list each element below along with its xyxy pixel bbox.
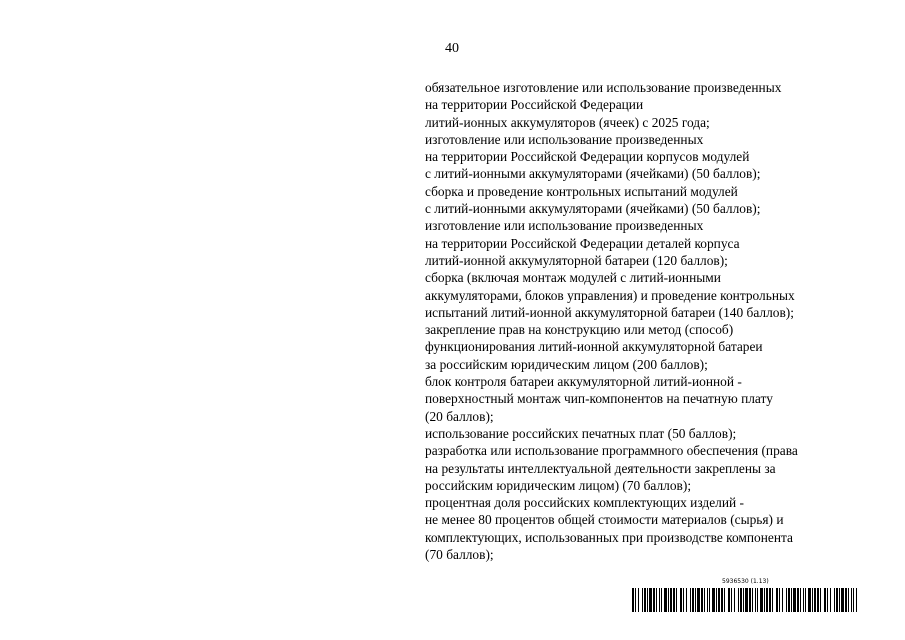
- text-line: (70 баллов);: [425, 547, 494, 563]
- text-line: комплектующих, использованных при производстве компонента: [425, 529, 793, 545]
- barcode-bar: [834, 588, 835, 612]
- barcode-bar: [853, 588, 854, 612]
- barcode-bar: [797, 588, 799, 612]
- barcode-bar: [856, 588, 857, 612]
- text-line: использование российских печатных плат (50 баллов);: [425, 425, 737, 441]
- text-line: (20 баллов);: [425, 408, 494, 424]
- text-line: не менее 80 процентов общей стоимости материалов (сырья) и: [425, 512, 784, 528]
- barcode-bar: [690, 588, 691, 612]
- barcode-bar: [731, 588, 732, 612]
- page-number: 40: [445, 41, 459, 56]
- barcode-bar: [649, 588, 652, 612]
- barcode-bar: [830, 588, 831, 612]
- barcode-bar: [824, 588, 826, 612]
- barcode-bar: [668, 588, 669, 612]
- barcode-bar: [820, 588, 821, 612]
- barcode-bar: [760, 588, 763, 612]
- barcode-bar: [791, 588, 792, 612]
- barcode-bar: [841, 588, 844, 612]
- barcode-bar: [740, 588, 742, 612]
- barcode-bar: [653, 588, 655, 612]
- barcode-bar: [738, 588, 739, 612]
- barcode-bar: [692, 588, 694, 612]
- barcode-bar: [788, 588, 790, 612]
- barcode-bar: [695, 588, 696, 612]
- text-line: с литий-ионными аккумуляторами (ячейками) (50 баллов);: [425, 201, 761, 217]
- barcode-bar: [697, 588, 700, 612]
- barcode-bar: [642, 588, 643, 612]
- text-line: на территории Российской Федерации корпусов модулей: [425, 149, 750, 165]
- barcode-bar: [632, 588, 634, 612]
- barcode-bar: [752, 588, 753, 612]
- barcode-bar: [755, 588, 756, 612]
- barcode-bar: [764, 588, 765, 612]
- barcode-bar: [808, 588, 811, 612]
- barcode-bar: [793, 588, 796, 612]
- barcode-bar: [718, 588, 720, 612]
- barcode-bar: [757, 588, 758, 612]
- barcode-bar: [721, 588, 723, 612]
- barcode-bar: [680, 588, 682, 612]
- barcode-bar: [749, 588, 751, 612]
- text-line: изготовление или использование произведенных: [425, 218, 704, 234]
- barcode-bar: [766, 588, 768, 612]
- text-line: разработка или использование программного обеспечения (права: [425, 443, 798, 459]
- text-line: с литий-ионными аккумуляторами (ячейками) (50 баллов);: [425, 166, 761, 182]
- barcode-bar: [817, 588, 819, 612]
- barcode-bar: [638, 588, 639, 612]
- text-line: литий-ионных аккумуляторов (ячеек) с 2025 года;: [425, 114, 710, 130]
- barcode-bar: [670, 588, 672, 612]
- text-line: закрепление прав на конструкцию или метод (способ): [425, 322, 734, 338]
- barcode-bar: [839, 588, 840, 612]
- barcode-bar: [683, 588, 684, 612]
- text-line: аккумуляторами, блоков управления) и проведение контрольных: [425, 287, 795, 303]
- barcode-bar: [724, 588, 725, 612]
- text-line: сборка (включая монтаж модулей с литий-ионными: [425, 270, 721, 286]
- barcode-caption: 5936530 (1.13): [722, 578, 769, 585]
- barcode-bar: [772, 588, 773, 612]
- body-text: [425, 79, 865, 563]
- barcode-bar: [664, 588, 667, 612]
- barcode-bar: [836, 588, 838, 612]
- text-line: блок контроля батареи аккумуляторной литий-ионной -: [425, 374, 742, 390]
- barcode-bar: [805, 588, 806, 612]
- text-line: сборка и проведение контрольных испытаний модулей: [425, 183, 738, 199]
- barcode-bar: [716, 588, 717, 612]
- barcode: [632, 588, 857, 612]
- text-line: за российским юридическим лицом (200 баллов);: [425, 356, 708, 372]
- barcode-bar: [782, 588, 783, 612]
- barcode-bar: [644, 588, 646, 612]
- text-line: процентная доля российских комплектующих изделий -: [425, 495, 744, 511]
- barcode-bar: [709, 588, 710, 612]
- barcode-bar: [800, 588, 801, 612]
- barcode-bar: [786, 588, 787, 612]
- barcode-bar: [851, 588, 852, 612]
- text-line: поверхностный монтаж чип-компонентов на печатную плату: [425, 391, 773, 407]
- barcode-bar: [779, 588, 780, 612]
- barcode-bar: [704, 588, 705, 612]
- barcode-bar: [707, 588, 708, 612]
- barcode-bar: [686, 588, 687, 612]
- text-line: литий-ионной аккумуляторной батареи (120 баллов);: [425, 252, 728, 268]
- barcode-bar: [848, 588, 849, 612]
- text-line: обязательное изготовление или использование произведенных: [425, 80, 782, 95]
- text-line: испытаний литий-ионной аккумуляторной батареи (140 баллов);: [425, 304, 794, 320]
- barcode-bar: [661, 588, 662, 612]
- barcode-bar: [814, 588, 816, 612]
- text-line: российским юридическим лицом) (70 баллов);: [425, 477, 692, 493]
- barcode-bar: [635, 588, 636, 612]
- barcode-bar: [845, 588, 847, 612]
- text-line: на результаты интеллектуальной деятельности закреплены за: [425, 460, 776, 476]
- text-line: на территории Российской Федерации деталей корпуса: [425, 235, 740, 251]
- barcode-bar: [656, 588, 657, 612]
- barcode-bar: [743, 588, 744, 612]
- barcode-bar: [676, 588, 677, 612]
- text-line: на территории Российской Федерации: [425, 97, 644, 113]
- barcode-bar: [776, 588, 778, 612]
- barcode-bar: [769, 588, 771, 612]
- barcode-bar: [659, 588, 660, 612]
- barcode-bar: [827, 588, 828, 612]
- text-line: изготовление или использование произведенных: [425, 131, 704, 147]
- text-line: функционирования литий-ионной аккумуляторной батареи: [425, 339, 763, 355]
- barcode-bar: [728, 588, 730, 612]
- barcode-bar: [701, 588, 703, 612]
- barcode-bar: [673, 588, 675, 612]
- barcode-bar: [712, 588, 715, 612]
- barcode-bar: [812, 588, 813, 612]
- barcode-bar: [745, 588, 748, 612]
- barcode-bar: [647, 588, 648, 612]
- barcode-bar: [734, 588, 735, 612]
- barcode-bar: [803, 588, 804, 612]
